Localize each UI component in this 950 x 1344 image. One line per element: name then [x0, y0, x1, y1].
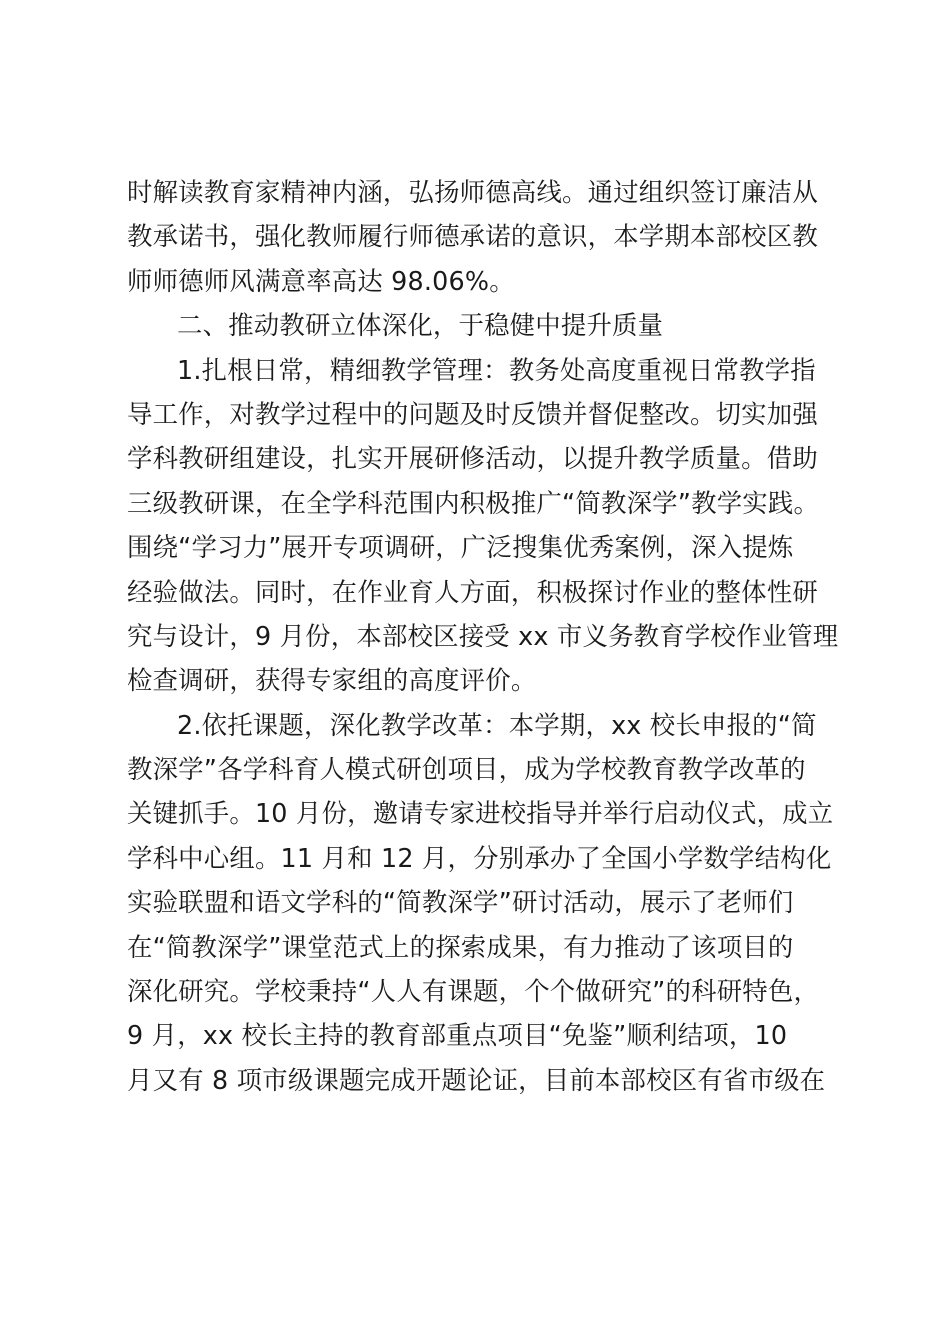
text-line: 经验做法。同时，在作业育人方面，积极探讨作业的整体性研: [127, 576, 818, 607]
text-line: 时解读教育家精神内涵，弘扬师德高线。通过组织签订廉洁从: [127, 177, 818, 207]
text-line: 月又有 8 项市级课题完成开题论证，目前本部校区有省市级在: [127, 1064, 826, 1095]
text-line: 教深学”各学科育人模式研创项目，成为学校教育教学改革的: [127, 754, 806, 785]
text-line: 深化研究。学校秉持“人人有课题，个个做研究”的科研特色，: [127, 976, 820, 1007]
text-line: 究与设计，9 月份，本部校区接受 xx 市义务教育学校作业管理: [127, 620, 839, 651]
text-line: 在“简教深学”课堂范式上的探索成果，有力推动了该项目的: [127, 931, 794, 962]
text-line: 9 月，xx 校长主持的教育部重点项目“免鉴”顺利结项，10: [127, 1020, 788, 1051]
text-line: 围绕“学习力”展开专项调研，广泛搜集优秀案例，深入提炼: [127, 532, 794, 563]
text-line: 检查调研，获得专家组的高度评价。: [127, 665, 537, 696]
text-line: 师师德师风满意率高达 98.06%。: [127, 265, 515, 296]
text-line: 关键抓手。10 月份，邀请专家进校指导并举行启动仪式，成立: [127, 798, 834, 829]
paragraph-start: 2.依托课题，深化教学改革：本学期，xx 校长申报的“简: [177, 709, 817, 740]
text-line: 学科中心组。11 月和 12 月，分别承办了全国小学数学结构化: [127, 842, 832, 873]
paragraph-start: 1.扎根日常，精细教学管理：教务处高度重视日常教学指: [177, 354, 816, 385]
text-line: 三级教研课，在全学科范围内积极推广“简教深学”教学实践。: [127, 487, 820, 518]
text-line: 实验联盟和语文学科的“简教深学”研讨活动，展示了老师们: [127, 887, 794, 918]
text-line: 教承诺书，强化教师履行师德承诺的意识，本学期本部校区教: [127, 221, 818, 252]
text-line: 学科教研组建设，扎实开展研修活动，以提升教学质量。借助: [127, 443, 818, 474]
text-line: 导工作，对教学过程中的问题及时反馈并督促整改。切实加强: [127, 398, 818, 429]
section-heading: 二、推动教研立体深化，于稳健中提升质量: [177, 310, 664, 341]
body-text: [127, 170, 839, 1102]
